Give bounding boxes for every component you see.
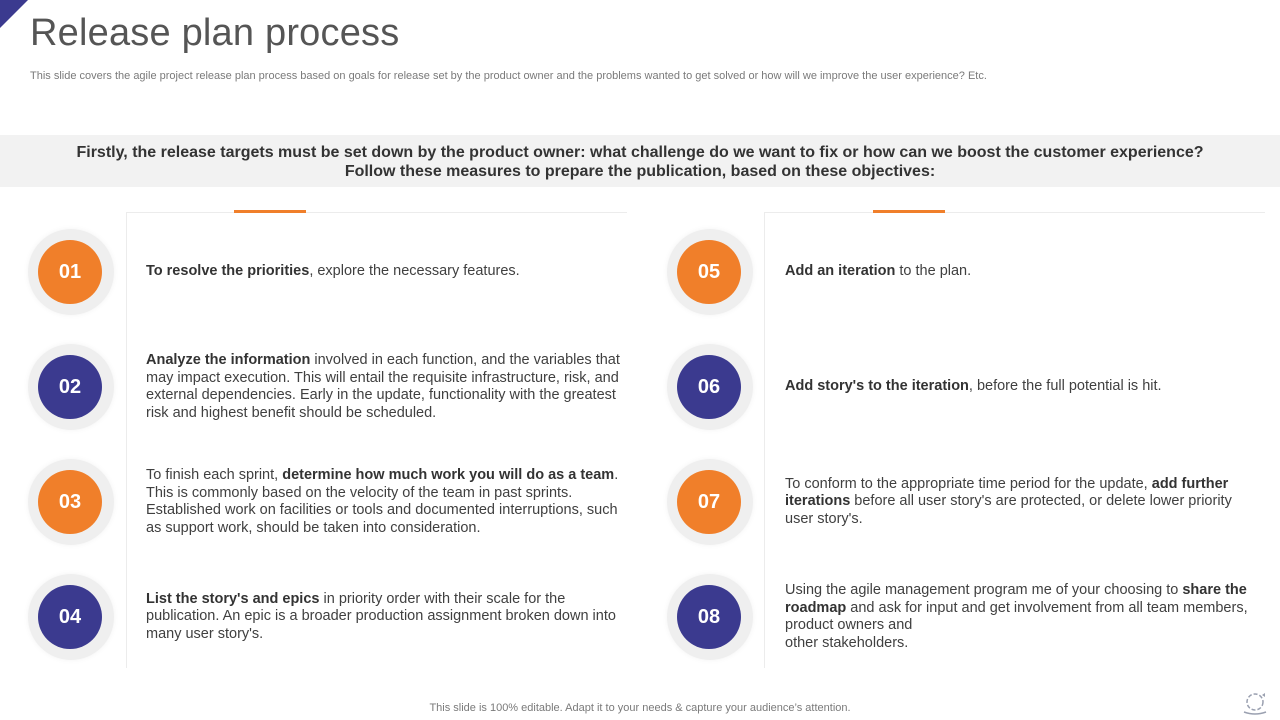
step-07 xyxy=(667,459,1280,549)
step-rest-text: and ask for input and get involvement from all team members, product owners and xyxy=(785,599,1248,633)
step-ring xyxy=(667,459,753,545)
step-description xyxy=(785,459,1255,545)
right-accent-bar xyxy=(873,210,945,213)
step-03 xyxy=(28,459,648,549)
step-number-badge: 07 xyxy=(677,470,741,534)
step-bold-text: add further iterations xyxy=(785,475,1229,510)
step-01 xyxy=(28,229,648,319)
step-ring xyxy=(28,459,114,545)
step-rest-text: in priority order with their scale for the publication. An epic is a broader production assignment broken down into many user story's. xyxy=(146,590,616,642)
objective-banner xyxy=(0,135,1280,187)
cycle-icon xyxy=(1240,690,1270,716)
step-bold-text: Analyze the information xyxy=(146,352,311,368)
step-description xyxy=(785,344,1255,430)
step-bold-text: Add an iteration xyxy=(785,263,896,280)
page-subtitle: This slide covers the agile project release plan process based on goals for release set by the product owner and the problems wanted to get solved or how will we improve the user experience? Etc. xyxy=(30,70,987,82)
step-08 xyxy=(667,574,1280,664)
step-number-badge: 08 xyxy=(677,585,741,649)
step-ring xyxy=(28,344,114,430)
step-bold-text: To resolve the priorities xyxy=(146,263,310,280)
page-title: Release plan process xyxy=(30,12,400,54)
step-pre-text: To finish each sprint, xyxy=(146,467,283,483)
step-description xyxy=(785,574,1263,660)
step-rest-text: . This is commonly based on the velocity of the team in past sprints. Established work on facilities or tools and documented interruptions, such as support work, should be taken into consideration. xyxy=(146,467,619,536)
step-ring xyxy=(667,229,753,315)
step-bold-text: share the roadmap xyxy=(785,582,1247,616)
step-number-badge: 01 xyxy=(38,240,102,304)
step-description xyxy=(146,574,626,660)
step-description xyxy=(146,344,626,430)
step-number-badge: 05 xyxy=(677,240,741,304)
step-description xyxy=(146,459,626,545)
step-05 xyxy=(667,229,1280,319)
step-rest-text: , before the full potential is hit. xyxy=(968,378,1162,395)
step-ring xyxy=(28,574,114,660)
step-rest-text: to the plan. xyxy=(895,263,972,280)
step-number-badge: 03 xyxy=(38,470,102,534)
step-bold-text: determine how much work you will do as a team xyxy=(282,467,615,483)
step-pre-text: Using the agile management program me of your choosing to xyxy=(785,582,1183,598)
step-number-badge: 06 xyxy=(677,355,741,419)
step-description xyxy=(146,229,626,315)
step-description xyxy=(785,229,1255,315)
corner-accent xyxy=(0,0,28,28)
banner-line-1: Firstly, the release targets must be set down by the product owner: what challenge do we want to fix or how can we boost the customer experience? xyxy=(76,144,1204,161)
step-ring xyxy=(667,344,753,430)
step-rest-text: before all user story's are protected, or delete lower priority user story's. xyxy=(785,493,1232,527)
step-bold-text: Add story's to the iteration xyxy=(785,378,969,395)
step-rest-text: involved in each function, and the variables that may impact execution. This will entail the requisite infrastructure, risk, and external dependencies. Early in the update, functionality with the greatest risk and highest benefit should be scheduled. xyxy=(146,352,620,421)
left-accent-bar xyxy=(234,210,306,213)
step-pre-text: To conform to the appropriate time period for the update, xyxy=(785,475,1152,492)
step-bold-text: List the story's and epics xyxy=(146,590,320,607)
step-02 xyxy=(28,344,648,434)
footer-note: This slide is 100% editable. Adapt it to your needs & capture your audience’s attention. xyxy=(429,702,851,714)
step-number-badge: 04 xyxy=(38,585,102,649)
step-number-badge: 02 xyxy=(38,355,102,419)
step-ring xyxy=(28,229,114,315)
step-rest-text: , explore the necessary features. xyxy=(309,263,520,280)
step-rest-text-2: other stakeholders. xyxy=(785,634,909,651)
step-ring xyxy=(667,574,753,660)
banner-line-2: Follow these measures to prepare the publication, based on these objectives: xyxy=(344,163,936,180)
step-04 xyxy=(28,574,648,664)
step-06 xyxy=(667,344,1280,434)
